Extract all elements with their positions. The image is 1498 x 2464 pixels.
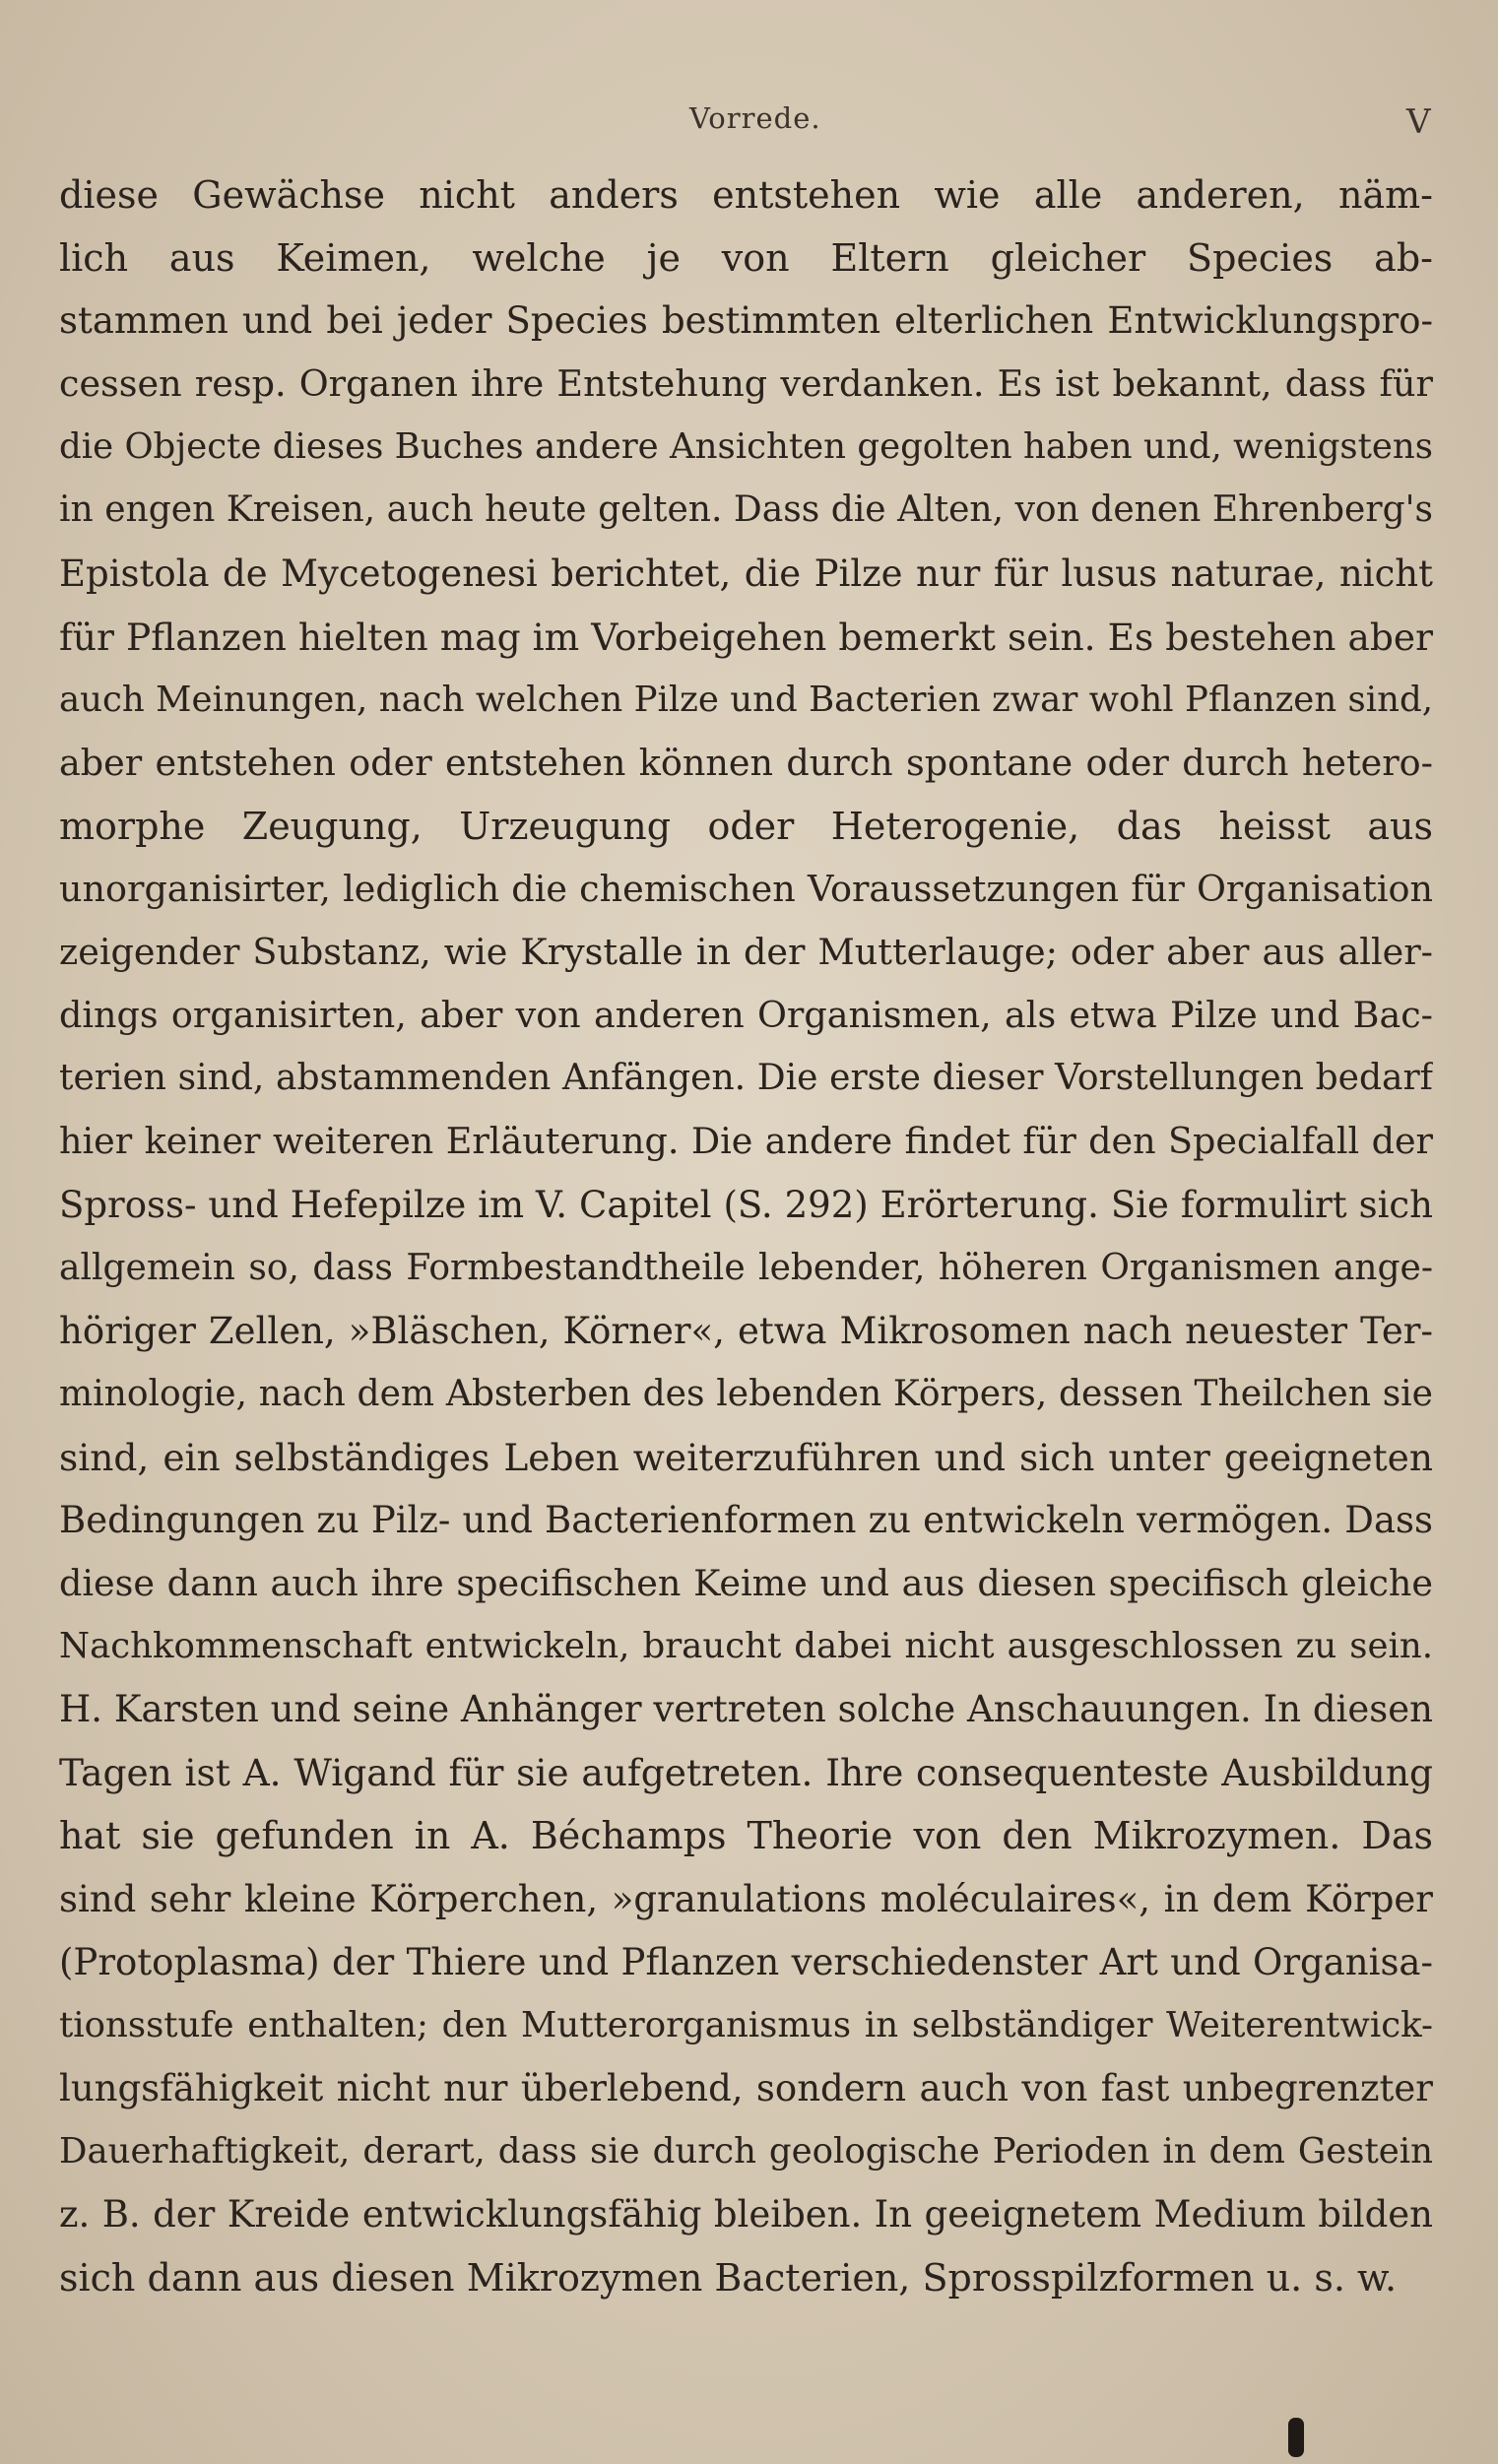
text-line: lungsfähigkeit nicht nur überlebend, sondern auch von fast unbegrenzter [59,2066,1433,2109]
text-line: diese Gewächse nicht anders entstehen wie alle anderen, näm- [59,173,1433,217]
text-line: terien sind, abstammenden Anfängen. Die erste dieser Vorstellungen bedarf [59,1058,1433,1099]
page-number: V [1406,102,1431,142]
text-line: Bedingungen zu Pilz- und Bacterienformen zu entwickeln vermögen. Dass [59,1498,1433,1541]
text-line: tionsstufe enthalten; den Mutterorganismus in selbständiger Weiterentwick- [59,2004,1433,2045]
text-line: in engen Kreisen, auch heute gelten. Dass die Alten, von denen Ehrenberg's [59,489,1433,531]
text-line: allgemein so, dass Formbestandtheile lebender, höheren Organismen ange- [59,1247,1433,1288]
text-line: aber entstehen oder entstehen können durch spontane oder durch hetero- [59,741,1433,784]
text-line: höriger Zellen, »Bläschen, Körner«, etwa Mikrosomen nach neuester Ter- [59,1309,1433,1352]
running-head: Vorrede. [689,101,821,135]
text-line: Tagen ist A. Wigand für sie aufgetreten. Ihre consequenteste Ausbildung [59,1751,1433,1795]
ink-spot [1288,2418,1304,2457]
text-line: dings organisirten, aber von anderen Organismen, als etwa Pilze und Bac- [59,994,1433,1037]
text-line: lich aus Keimen, welche je von Eltern gleicher Species ab- [59,236,1433,281]
text-line: sich dann aus diesen Mikrozymen Bacterien, Sprosspilzformen u. s. w. [59,2256,1398,2301]
text-line: Nachkommenschaft entwickeln, braucht dabei nicht ausgeschlossen zu sein. [59,1626,1433,1667]
text-line: hier keiner weiteren Erläuterung. Die andere findet für den Specialfall der [59,1120,1433,1163]
text-line: sind sehr kleine Körperchen, »granulations moléculaires«, in dem Körper [59,1877,1433,1920]
text-line: für Pflanzen hielten mag im Vorbeigehen bemerkt sein. Es bestehen aber [59,615,1433,659]
text-line: diese dann auch ihre specifischen Keime und aus diesen specifisch gleiche [59,1562,1433,1605]
text-line: cessen resp. Organen ihre Entstehung verdanken. Es ist bekannt, dass für [59,362,1433,406]
text-line: Spross- und Hefepilze im V. Capitel (S. 292) Erörterung. Sie formulirt sich [59,1183,1433,1226]
body-text [59,163,1433,2309]
text-line: zeigender Substanz, wie Krystalle in der Mutterlauge; oder aber aus aller- [59,931,1433,974]
text-line: hat sie gefunden in A. Béchamps Theorie von den Mikrozymen. Das [59,1814,1433,1858]
text-line: morphe Zeugung, Urzeugung oder Heterogenie, das heisst aus [59,804,1433,848]
text-line: die Objecte dieses Buches andere Ansichten gegolten haben und, wenigstens [59,426,1433,468]
text-line: minologie, nach dem Absterben des lebenden Körpers, dessen Theilchen sie [59,1373,1433,1414]
text-line: Dauerhaftigkeit, derart, dass sie durch geologische Perioden in dem Gestein [59,2130,1433,2172]
text-line: sind, ein selbständiges Leben weiterzuführen und sich unter geeigneten [59,1435,1433,1479]
text-line: unorganisirter, lediglich die chemischen Voraussetzungen für Organisation [59,868,1433,911]
text-line: auch Meinungen, nach welchen Pilze und Bacterien zwar wohl Pflanzen sind, [59,679,1433,720]
text-line: Epistola de Mycetogenesi berichtet, die Pilze nur für lusus naturae, nicht [59,551,1433,595]
text-line: (Protoplasma) der Thiere und Pflanzen verschiedenster Art und Organisa- [59,1940,1433,1983]
text-line: stammen und bei jeder Species bestimmten elterlichen Entwicklungspro- [59,299,1433,343]
text-line: H. Karsten und seine Anhänger vertreten solche Anschauungen. In diesen [59,1688,1433,1731]
text-line: z. B. der Kreide entwicklungsfähig bleiben. In geeignetem Medium bilden [59,2193,1433,2236]
